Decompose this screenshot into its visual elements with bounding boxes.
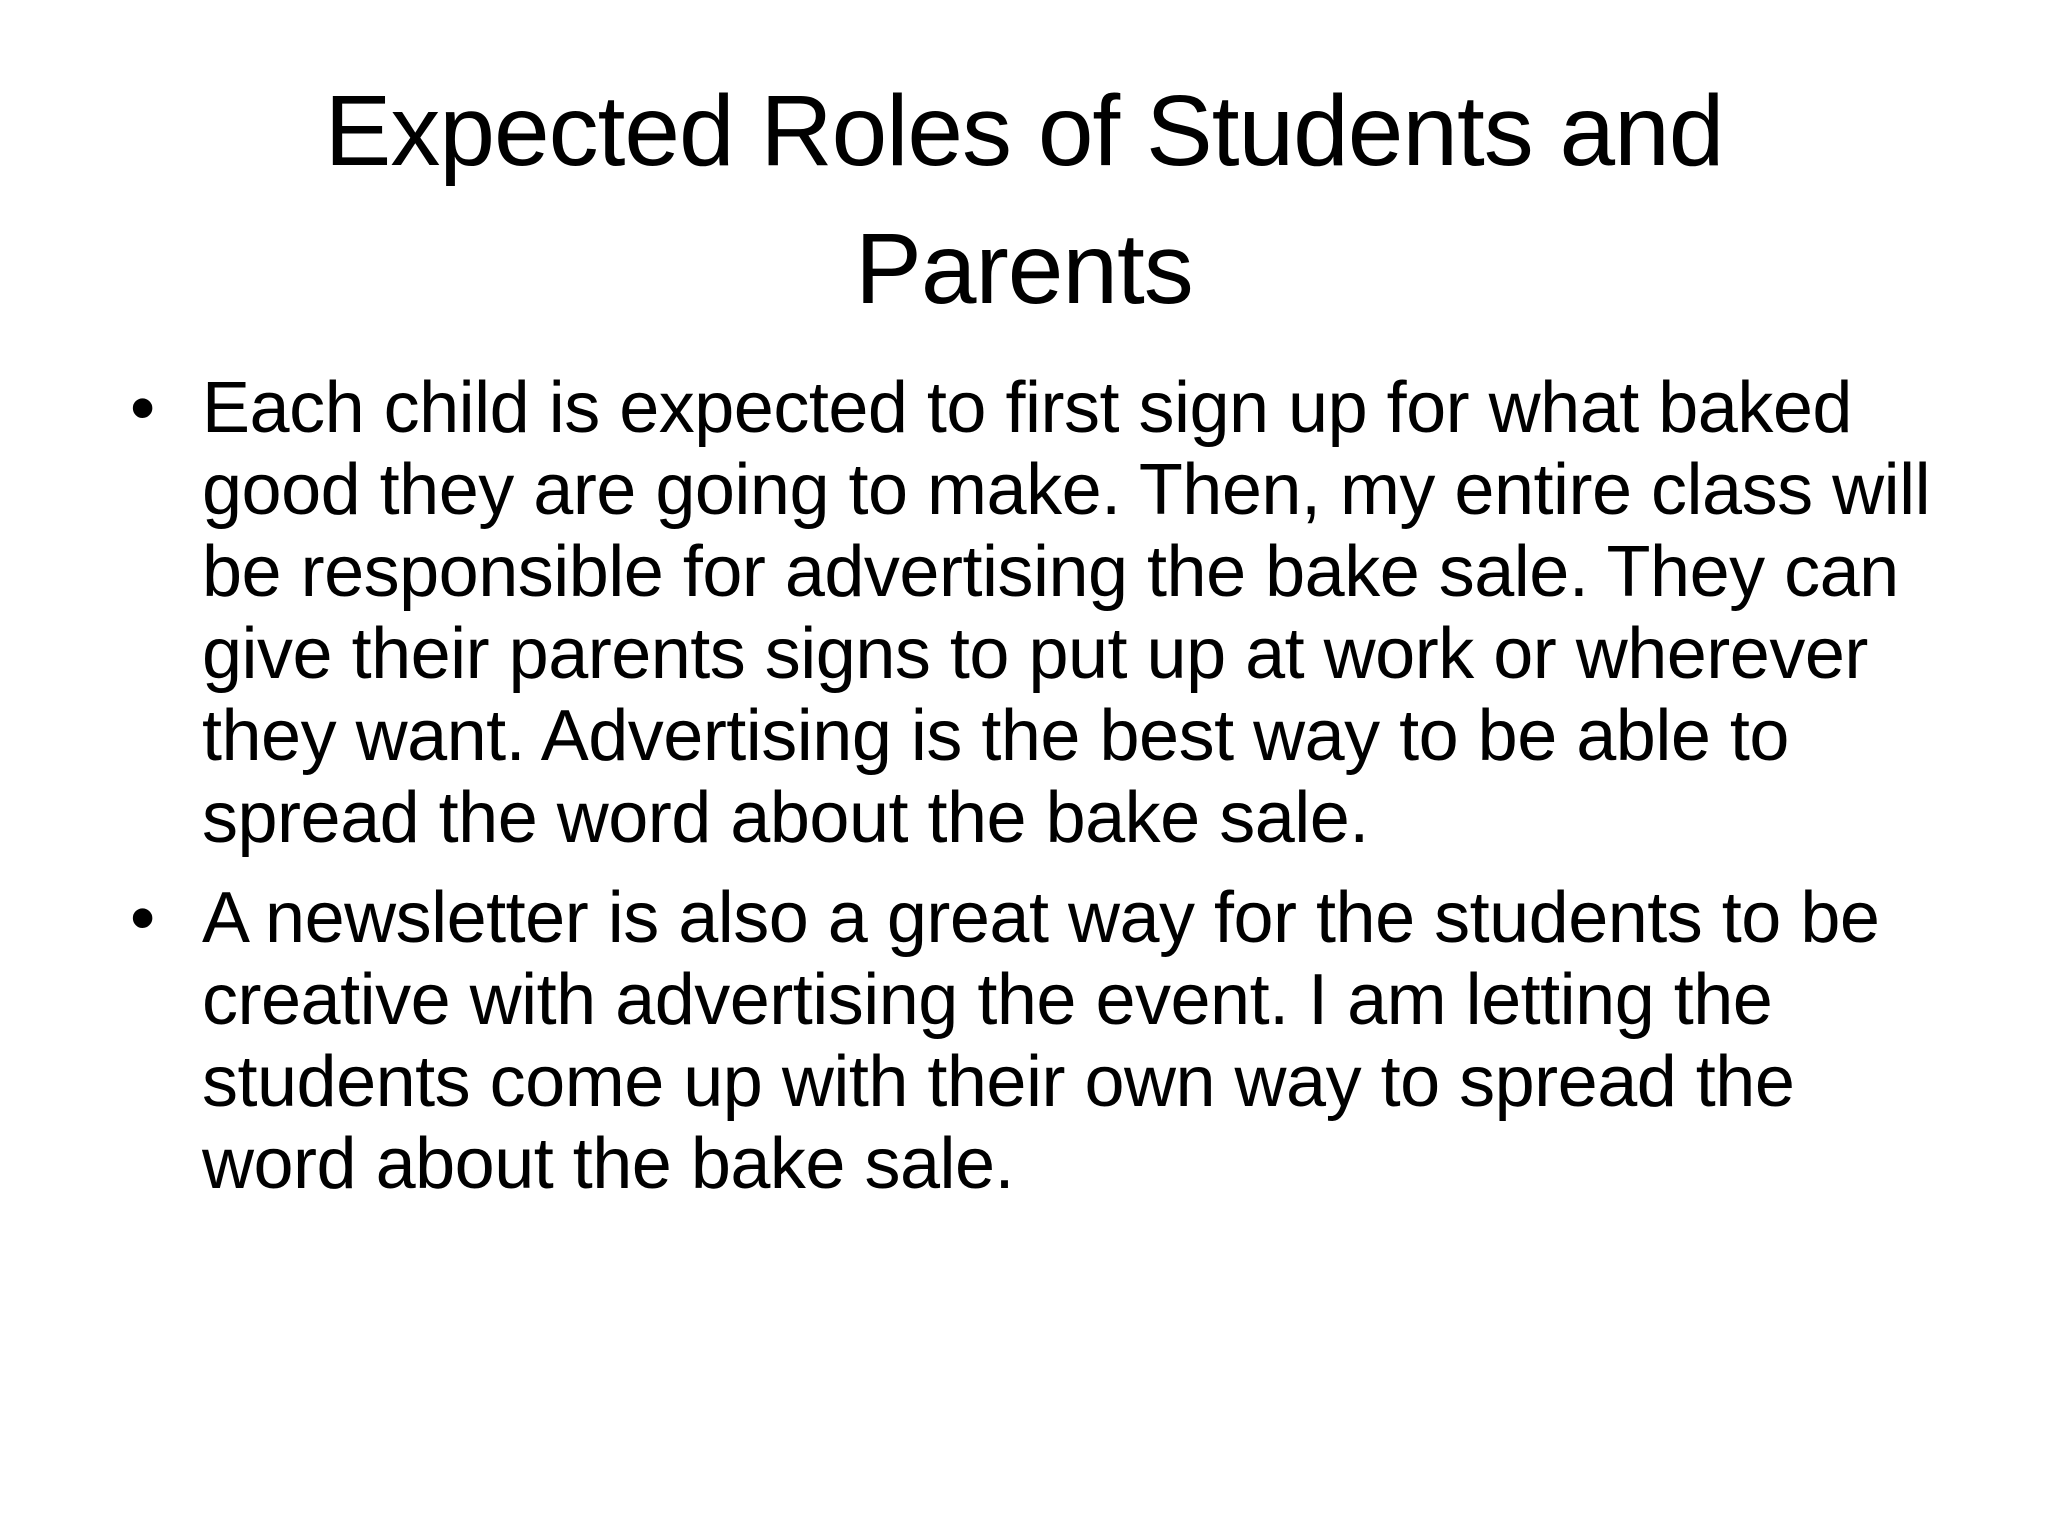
- bullet-dot-icon: •: [130, 878, 155, 958]
- bullet-item-advertising: [120, 367, 1950, 859]
- bullet-list: [120, 367, 1950, 1223]
- bullet-dot-icon: •: [130, 368, 155, 448]
- slide-title: Expected Roles of Students and Parents: [324, 75, 1724, 325]
- bullet-text: Each child is expected to first sign up for what baked good they are going to make. Then, my entire class will be responsible for advertising the bake sale. They can give their parents signs to put up at work or wherever they want. Advertising is the best way to be able to spread the word about the bake sale.: [202, 368, 1931, 858]
- bullet-text: A newsletter is also a great way for the students to be creative with advertising the event. I am letting the students come up with their own way to spread the word about the bake sale.: [202, 878, 1880, 1204]
- bullet-item-newsletter: [120, 877, 1950, 1205]
